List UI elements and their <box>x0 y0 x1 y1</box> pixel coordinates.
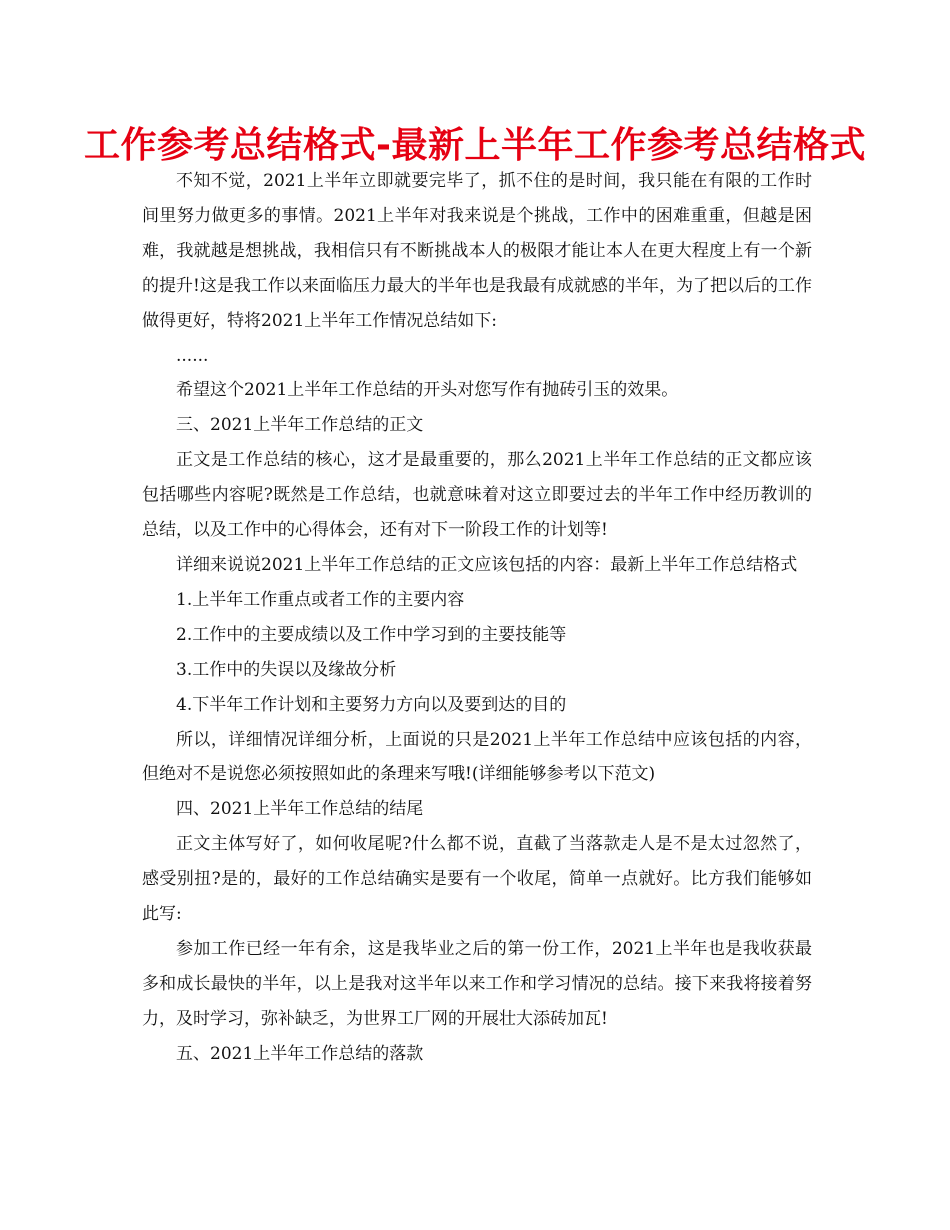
paragraph-analysis: 所以，详细情况详细分析，上面说的只是2021上半年工作总结中应该包括的内容，但绝对不是说您必须按照如此的条理来写哦!(详细能够参考以下范文) <box>142 729 812 785</box>
list-item: 3.工作中的失误以及缘故分析 <box>176 659 397 680</box>
paragraph-opening-effect: 希望这个2021上半年工作总结的开头对您写作有抛砖引玉的效果。 <box>176 380 679 401</box>
document-title: 工作参考总结格式-最新上半年工作参考总结格式 <box>84 125 866 166</box>
intro-paragraph: 不知不觉，2021上半年立即就要完毕了，抓不住的是时间，我只能在有限的工作时间里努力做更多的事情。2021上半年对我来说是个挑战，工作中的困难重重，但越是困难，我就越是想挑战，我相信只有不断挑战本人的极限才能让本人在更大程度上有一个新的提升!这是我工作以来面临压力最大的半年也是我最有成就感的半年，为了把以后的工作做得更好，特将2021上半年工作情况总结如下: <box>142 171 812 331</box>
section-heading-ending: 四、2021上半年工作总结的结尾 <box>176 799 424 820</box>
list-item: 4.下半年工作计划和主要努力方向以及要到达的目的 <box>176 694 567 715</box>
paragraph-example: 参加工作已经一年有余，这是我毕业之后的第一份工作，2021上半年也是我收获最多和成长最快的半年，以上是我对这半年以来工作和学习情况的总结。接下来我将接着努力，及时学习，弥补缺乏，为世界工厂网的开展壮大添砖加瓦! <box>142 938 812 1029</box>
paragraph-body-core: 正文是工作总结的核心，这才是最重要的，那么2021上半年工作总结的正文都应该包括哪些内容呢?既然是工作总结，也就意味着对这立即要过去的半年工作中经历教训的总结，以及工作中的心得体会，还有对下一阶段工作的计划等! <box>142 450 812 541</box>
paragraph-ending: 正文主体写好了，如何收尾呢?什么都不说，直截了当落款走人是不是太过忽然了，感受别扭?是的，最好的工作总结确实是要有一个收尾，简单一点就好。比方我们能够如此写: <box>142 834 812 925</box>
section-heading-signature: 五、2021上半年工作总结的落款 <box>176 1043 424 1064</box>
paragraph-body-contents: 详细来说说2021上半年工作总结的正文应该包括的内容：最新上半年工作总结格式 <box>176 554 798 575</box>
document-body <box>142 164 812 1072</box>
section-heading-body: 三、2021上半年工作总结的正文 <box>176 415 424 436</box>
ellipsis-line: ...... <box>176 345 209 366</box>
list-item: 2.工作中的主要成绩以及工作中学习到的主要技能等 <box>176 624 567 645</box>
list-item: 1.上半年工作重点或者工作的主要内容 <box>176 589 465 610</box>
